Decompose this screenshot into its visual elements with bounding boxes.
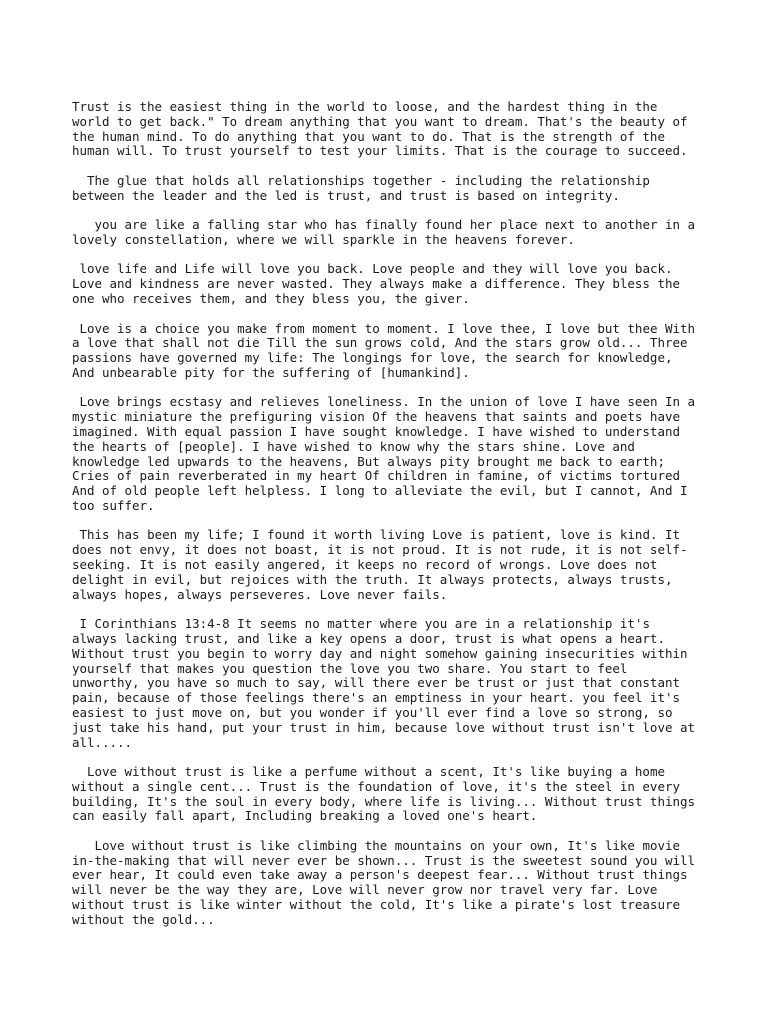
document-body xyxy=(72,100,702,942)
paragraph-climbing-mountains: Love without trust is like climbing the mountains on your own, It's like movie in-the-making that will never ever be shown... Trust is the sweetest sound you will ever hear, It could even take away a person's deepest fear... Without trust things will never be the way they are, Love will never grow nor travel very far. Love without trust is like winter without the cold, It's like a pirate's lost treasure without the gold... xyxy=(72,837,703,927)
paragraph-glue-relationships: The glue that holds all relationships together - including the relationship between the leader and the led is trust, and trust is based on integrity. xyxy=(72,172,658,203)
paragraph-trust-easiest: Trust is the easiest thing in the world to loose, and the hardest thing in the world to get back." To dream anything that you want to dream. That's the beauty of the human mind. To do anything that you want to do. That is the strength of the human will. To trust yourself to test your limits. That is the courage to succeed. xyxy=(72,99,695,159)
paragraph-falling-star: you are like a falling star who has finally found her place next to another in a lovely constellation, where we will sparkle in the heavens forever. xyxy=(72,217,703,247)
paragraph-perfume-without-scent: Love without trust is like a perfume without a scent, It's like buying a home without a single cent... Trust is the foundation of love, it's the steel in every building, It's the soul in every body, where life is living... Without trust things can easily fall apart, Including breaking a loved one's heart. xyxy=(72,763,703,824)
paragraph-love-choice: Love is a choice you make from moment to moment. I love thee, I love but thee With a love that shall not die Till the sun grows cold, And the stars grow old... Three passions have governed my life: The longings for love, the search for knowledge, And unbearable pity for the suffering of [humankind]. xyxy=(72,320,703,380)
paragraph-love-life: love life and Life will love you back. Love people and they will love you back. Love and kindness are never wasted. They always make a difference. They bless the one who receives them, and they bless you, the giver. xyxy=(72,261,688,307)
paragraph-corinthians: I Corinthians 13:4-8 It seems no matter where you are in a relationship it's always lacking trust, and like a key opens a door, trust is what opens a heart. Without trust you begin to worry day and night somehow gaining insecurities within yourself that makes you question the love you two share. You start to feel unworthy, you have so much to say, will there ever be trust or just that constant pain, because of those feelings there's an emptiness in your heart. you feel it's easiest to just move on, but you wonder if you'll ever find a love so strong, so just take his hand, put your trust in him, because love without trust isn't love at all..... xyxy=(72,616,703,750)
paragraph-love-patient: This has been my life; I found it worth living Love is patient, love is kind. It does not envy, it does not boast, it is not proud. It is not rude, it is not self-seeking. It is not easily angered, it keeps no record of wrongs. Love does not delight in evil, but rejoices with the truth. It always protects, always trusts, always hopes, always perseveres. Love never fails. xyxy=(72,527,688,602)
paragraph-love-ecstasy: Love brings ecstasy and relieves loneliness. In the union of love I have seen In a mystic miniature the prefiguring vision Of the heavens that saints and poets have imagined. With equal passion I have sought knowledge. I have wished to understand the hearts of [people]. I have wished to know why the stars shine. Love and knowledge led upwards to the heavens, But always pity brought me back to earth; Cries of pain reverberated in my heart Of children in famine, of victims tortured And of old people left helpless. I long to alleviate the evil, but I cannot, And I too suffer. xyxy=(72,394,703,513)
